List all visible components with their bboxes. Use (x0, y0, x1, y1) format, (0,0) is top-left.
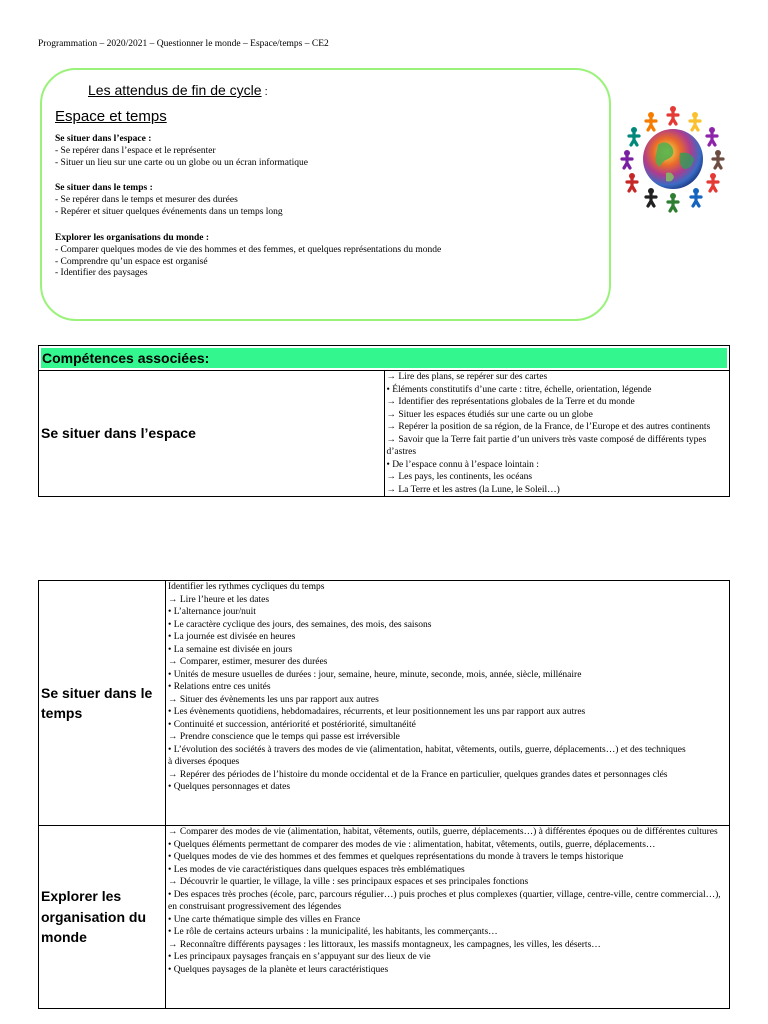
list-item: • Continuité et succession, antériorité et postériorité, simultanéité (168, 719, 416, 730)
list-item: → Les pays, les continents, les océans (386, 472, 533, 482)
list-item: • Quelques personnages et dates (168, 782, 291, 792)
list-item: • L’alternance jour/nuit (168, 607, 256, 617)
table-row (39, 581, 730, 826)
section-item: - Comparer quelques modes de vie des hommes et des femmes, et quelques représentations du monde (55, 244, 442, 255)
row-label: Explorer les organisation du monde (39, 826, 166, 1009)
list-item: • Quelques paysages de la planète et leurs caractéristiques (168, 964, 389, 975)
competences-table-temps-monde (38, 580, 730, 1009)
list-item: → Identifier des représentations globales de la Terre et du monde (386, 397, 635, 407)
section-item: - Se repérer dans l’espace et le représenter (55, 145, 216, 156)
list-item: → Lire l’heure et les dates (168, 594, 270, 605)
list-item: → Reconnaître différents paysages : les littoraux, les massifs montagneux, les campagnes, les villes, les déserts… (168, 939, 601, 950)
list-item: • Relations entre ces unités (168, 682, 271, 692)
list-item: • Des espaces très proches (école, parc, parcours régulier…) puis proches et plus complexes (quartier, village, centre-ville, centre commercial…), en construisant progressivement des légendes (168, 889, 721, 912)
competences-title: Compétences associées: (41, 348, 727, 368)
row-items (166, 581, 730, 826)
list-item: → Lire des plans, se repérer sur des cartes (386, 372, 548, 382)
list-item: • L’évolution des sociétés à travers des modes de vie (alimentation, habitat, vêtements, outils, guerre, déplacements…) et des techniques (168, 744, 686, 755)
list-item: → Situer des évènements les uns par rapport aux autres (168, 694, 379, 705)
list-item: → La Terre et les astres (la Lune, le Soleil…) (386, 484, 560, 495)
list-item: → Découvrir le quartier, le village, la ville : ses principaux espaces et ses principales fonctions (168, 877, 529, 887)
list-item: → Situer les espaces étudiés sur une carte ou un globe (386, 409, 593, 420)
list-item: → Comparer des modes de vie (alimentation, habitat, vêtements, outils, guerre, déplacements…) à différentes époques ou de différentes cultures (168, 827, 718, 837)
list-item: Identifier les rythmes cycliques du temps (168, 582, 325, 592)
attendus-section-monde (55, 233, 441, 280)
section-item: - Se repérer dans le temps et mesurer des durées (55, 194, 238, 205)
list-item: → Repérer la position de sa région, de la France, de l’Europe et des autres continents (386, 422, 711, 432)
attendus-title (88, 82, 268, 98)
row-items (166, 826, 730, 1009)
table-row (39, 826, 730, 1009)
row-label: Se situer dans l’espace (39, 371, 385, 497)
list-item: → Savoir que la Terre fait partie d’un univers très vaste composé de différents types d’astres (386, 434, 707, 457)
row-items (384, 371, 730, 497)
list-item: → Prendre conscience que le temps qui passe est irréversible (168, 732, 400, 742)
attendus-section-espace (55, 134, 308, 169)
list-item: à diverses époques (168, 757, 240, 767)
list-item: • Le rôle de certains acteurs urbains : la municipalité, les habitants, les commerçants… (168, 927, 498, 937)
attendus-title-suffix: : (261, 86, 268, 98)
list-item: • Le caractère cyclique des jours, des semaines, des mois, des saisons (168, 619, 432, 630)
list-item: • La semaine est divisée en jours (168, 644, 293, 655)
section-heading: Explorer les organisations du monde : (55, 233, 210, 243)
section-heading: Se situer dans l’espace : (55, 134, 152, 144)
attendus-section-temps (55, 183, 283, 218)
list-item: • Les évènements quotidiens, hebdomadaires, récurrents, et leur positionnement les uns par rapport aux autres (168, 707, 586, 717)
section-item: - Comprendre qu’un espace est organisé (55, 256, 208, 267)
attendus-title-text: Les attendus de fin de cycle (88, 82, 262, 98)
section-item: - Situer un lieu sur une carte ou un globe ou un écran informatique (55, 157, 308, 168)
section-item: - Repérer et situer quelques événements dans un temps long (55, 206, 283, 217)
section-subtitle: Espace et temps (55, 108, 167, 125)
list-item: • Unités de mesure usuelles de durées : jour, semaine, heure, minute, seconde, mois, année, siècle, millénaire (168, 669, 582, 680)
competences-table-espace (38, 345, 730, 497)
document-header: Programmation – 2020/2021 – Questionner le monde – Espace/temps – CE2 (38, 39, 329, 49)
table-row (39, 371, 730, 497)
list-item: • Une carte thématique simple des villes en France (168, 914, 361, 925)
list-item: • De l’espace connu à l’espace lointain : (386, 459, 539, 470)
list-item: • Quelques éléments permettant de comparer des modes de vie : alimentation, habitat, vêtements, outils, guerre, déplacements… (168, 839, 656, 850)
list-item: → Repérer des périodes de l’histoire du monde occidental et de la France en particulier, quelques grandes dates et personnages clés (168, 769, 668, 780)
section-heading: Se situer dans le temps : (55, 183, 153, 193)
globe-children-illustration (618, 103, 728, 215)
list-item: • Éléments constitutifs d’une carte : titre, échelle, orientation, légende (386, 384, 652, 395)
list-item: • Quelques modes de vie des hommes et des femmes et quelques représentations du monde à travers le temps historique (168, 852, 624, 862)
section-item: - Identifier des paysages (55, 268, 148, 279)
list-item: • Les modes de vie caractéristiques dans quelques espaces très emblématiques (168, 864, 465, 875)
row-label: Se situer dans le temps (39, 581, 166, 826)
competences-header-cell (39, 346, 730, 371)
list-item: → Comparer, estimer, mesurer des durées (168, 657, 328, 667)
list-item: • La journée est divisée en heures (168, 632, 296, 642)
list-item: • Les principaux paysages français en s’appuyant sur des lieux de vie (168, 952, 431, 962)
